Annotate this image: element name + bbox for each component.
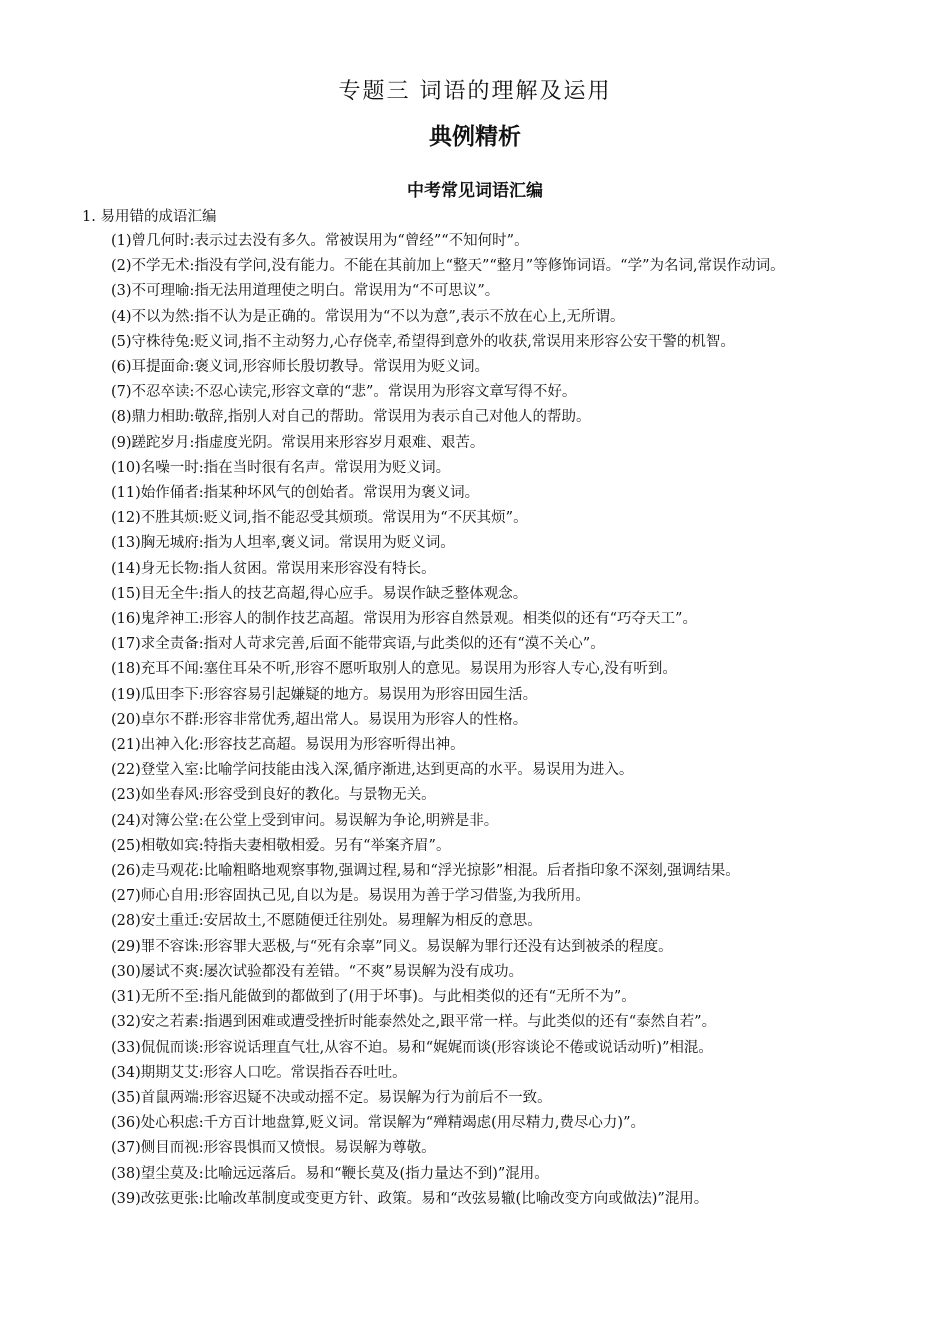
list-item: (37)侧目而视:形容畏惧而又愤恨。易误解为尊敬。 [111,1140,436,1157]
list-item: (27)师心自用:形容固执己见,自以为是。易误用为善于学习借鉴,为我所用。 [111,888,590,905]
list-item: (26)走马观花:比喻粗略地观察事物,强调过程,易和“浮光掠影”相混。后者指印象不深刻,强调结果。 [111,863,740,880]
list-item: (34)期期艾艾:形容人口吃。常误指吞吞吐吐。 [111,1064,407,1081]
section-title: 中考常见词语汇编 [407,181,543,201]
list-item: (35)首鼠两端:形容迟疑不决或动摇不定。易误解为行为前后不一致。 [111,1089,552,1106]
list-item: (18)充耳不闻:塞住耳朵不听,形容不愿听取别人的意见。易误用为形容人专心,没有听到。 [111,661,677,678]
list-item: (3)不可理喻:指无法用道理使之明白。常误用为“不可思议”。 [111,283,500,300]
list-item: (32)安之若素:指遇到困难或遭受挫折时能泰然处之,跟平常一样。与此类似的还有“泰然自若”。 [111,1014,717,1031]
list-item: (13)胸无城府:指为人坦率,褒义词。常误用为贬义词。 [111,535,455,552]
list-item: (30)屡试不爽:屡次试验都没有差错。“不爽”易误解为没有成功。 [111,963,523,980]
list-item: (10)名噪一时:指在当时很有名声。常误用为贬义词。 [111,459,451,476]
list-item: (25)相敬如宾:特指夫妻相敬相爱。另有“举案齐眉”。 [111,837,451,854]
list-item: (16)鬼斧神工:形容人的制作技艺高超。常误用为形容自然景观。相类似的还有“巧夺天工”。 [111,611,697,628]
list-heading: 1. 易用错的成语汇编 [82,209,217,225]
list-item: (17)求全责备:指对人苛求完善,后面不能带宾语,与此类似的还有“漠不关心”。 [111,636,605,653]
list-item: (23)如坐春风:形容受到良好的教化。与景物无关。 [111,787,436,804]
list-item: (5)守株待兔:贬义词,指不主动努力,心存侥幸,希望得到意外的收获,常误用来形容公安干警的机智。 [111,333,735,350]
list-item: (2)不学无术:指没有学问,没有能力。不能在其前加上“整天”“整月”等修饰词语。“学”为名词,常误作动词。 [111,258,785,275]
list-item: (24)对簿公堂:在公堂上受到审问。易误解为争论,明辨是非。 [111,812,499,829]
list-item: (7)不忍卒读:不忍心读完,形容文章的“悲”。常误用为形容文章写得不好。 [111,384,577,401]
list-item: (19)瓜田李下:形容容易引起嫌疑的地方。易误用为形容田园生活。 [111,686,538,703]
list-item: (8)鼎力相助:敬辞,指别人对自己的帮助。常误用为表示自己对他人的帮助。 [111,409,591,426]
list-item: (36)处心积虑:千方百计地盘算,贬义词。常误解为“殚精竭虑(用尽精力,费尽心力)”。 [111,1115,646,1132]
list-item: (11)始作俑者:指某种坏风气的创始者。常误用为褒义词。 [111,485,480,502]
list-item: (1)曾几何时:表示过去没有多久。常被误用为“曾经”“不知何时”。 [111,233,529,249]
list-item: (4)不以为然:指不认为是正确的。常误用为“不以为意”,表示不放在心上,无所谓。 [111,308,625,325]
list-item: (38)望尘莫及:比喻远远落后。易和“鞭长莫及(指力量达不到)”混用。 [111,1165,549,1182]
page-title: 专题三 词语的理解及运用 [338,79,612,104]
list-item: (33)侃侃而谈:形容说话理直气壮,从容不迫。易和“娓娓而谈(形容谈论不倦或说话动听)”相混。 [111,1039,713,1056]
page-subtitle: 典例精析 [429,124,521,150]
list-item: (31)无所不至:指凡能做到的都做到了(用于坏事)。与此相类似的还有“无所不为”。 [111,989,636,1006]
list-item: (39)改弦更张:比喻改革制度或变更方针、政策。易和“改弦易辙(比喻改变方向或做法)”混用。 [111,1190,709,1207]
list-item: (28)安土重迁:安居故土,不愿随便迁往别处。易理解为相反的意思。 [111,913,542,930]
list-item: (15)目无全牛:指人的技艺高超,得心应手。易误作缺乏整体观念。 [111,585,528,602]
list-item: (29)罪不容诛:形容罪大恶极,与“死有余辜”同义。易误解为罪行还没有达到被杀的程度。 [111,938,673,955]
list-item: (20)卓尔不群:形容非常优秀,超出常人。易误用为形容人的性格。 [111,711,528,728]
list-item: (14)身无长物:指人贫困。常误用来形容没有特长。 [111,560,436,577]
idiom-list [82,229,872,1212]
list-item: (21)出神入化:形容技艺高超。易误用为形容听得出神。 [111,737,465,754]
list-item: (22)登堂入室:比喻学问技能由浅入深,循序渐进,达到更高的水平。易误用为进入。 [111,762,634,779]
list-item: (9)蹉跎岁月:指虚度光阴。常误用来形容岁月艰难、艰苦。 [111,434,485,451]
list-item: (12)不胜其烦:贬义词,指不能忍受其烦琐。常误用为“不厌其烦”。 [111,510,528,527]
list-item: (6)耳提面命:褒义词,形容师长殷切教导。常误用为贬义词。 [111,359,490,376]
